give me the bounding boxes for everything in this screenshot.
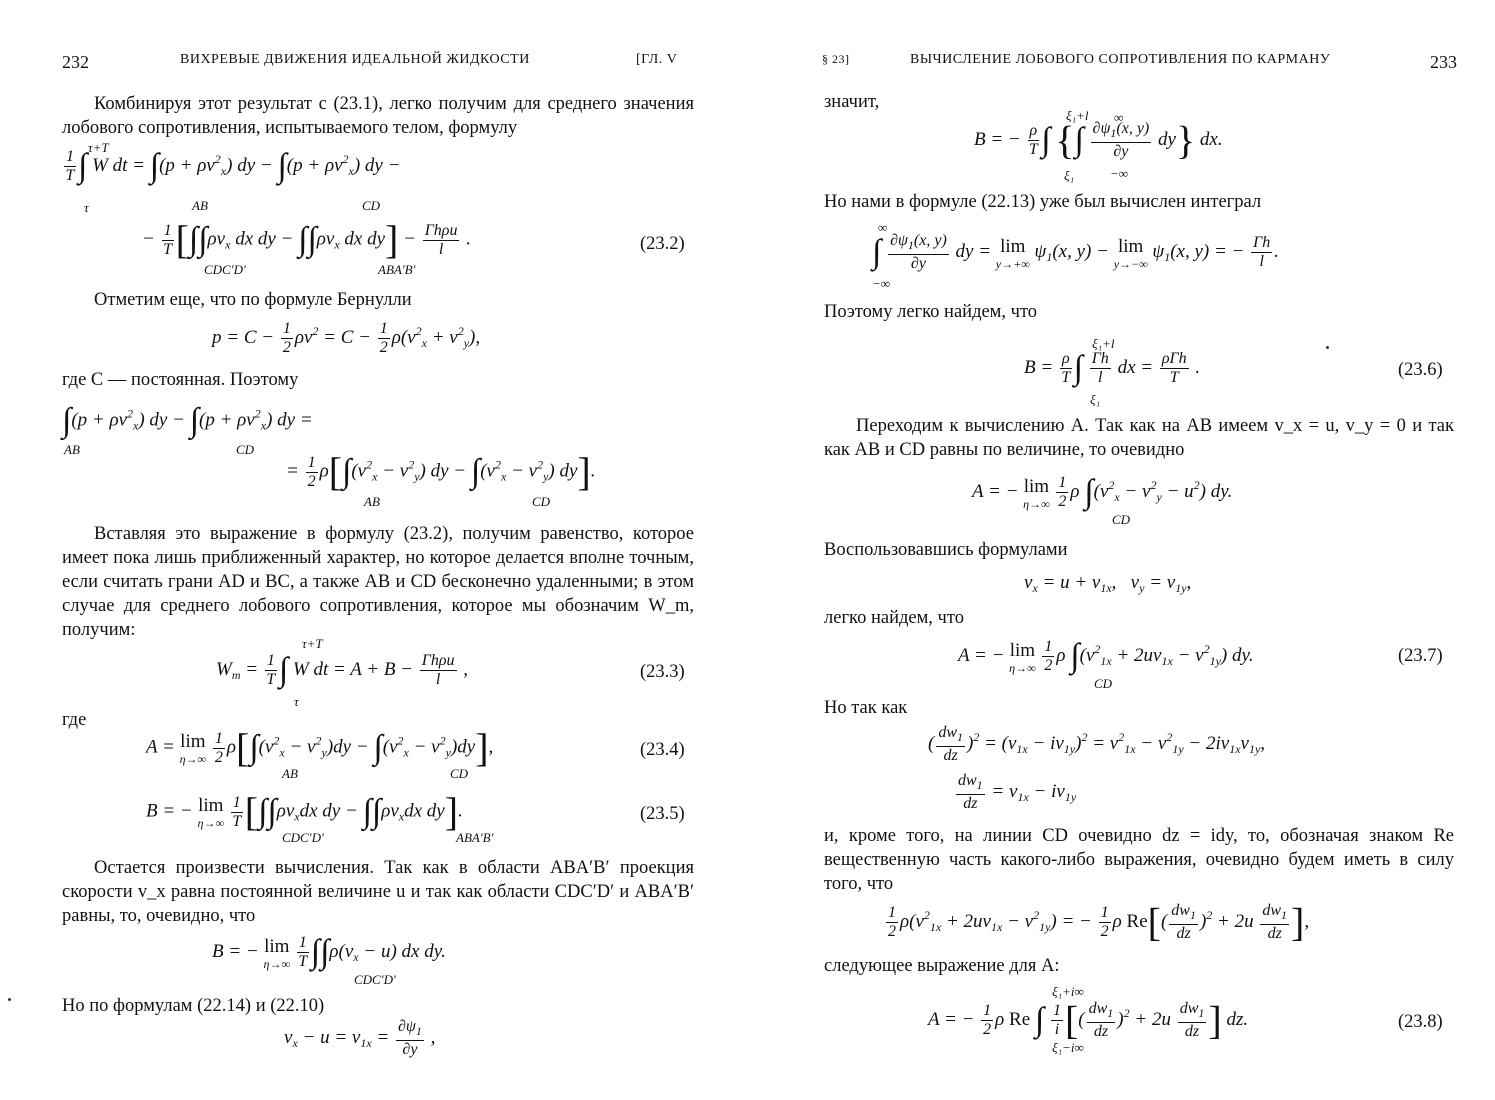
equation-number-23-4: (23.4)	[640, 740, 685, 760]
left-paragraph-2: Отметим еще, что по формуле Бернулли	[94, 290, 412, 310]
equation-velocity-perturbation: $v_x - u = v_{1x}$ = $\frac{\partial\psi_1}{\partial y}$ ,	[284, 1018, 436, 1058]
left-paragraph-5: Остается произвести вычисления. Так как в области ABA′B′ проекция скорости v_x равна постоянной величине u и так как области CDC′D′ и ABA′B′ равны, то, очевидно, что	[62, 858, 694, 926]
equation-dw: $\frac{dw_1}{dz}$ = $v_{1x} - iv_{1y}$	[958, 772, 1077, 812]
equation-number-23-6: (23.6)	[1398, 360, 1443, 380]
scan-speck	[1326, 346, 1329, 349]
right-section-label: § 23]	[822, 52, 850, 66]
right-paragraph-2: Но нами в формуле (22.13) уже был вычислен интеграл	[824, 192, 1262, 212]
equation-23-3: $W_m$ = $\frac{1}{T}$ ∫ W dt = A + B − $\frac{\text{Γhρu}}{l}$ ,	[216, 651, 469, 689]
left-paragraph-4: Вставляя это выражение в формулу (23.2), получим равенство, которое имеет пока лишь приближенный характер, но которое делается вполне точным, если считать грани AD и BC, а также AB и CD бесконечно удаленными; в этом случае для среднего лобового сопротивления, которое мы обозначим W_m, получим:	[62, 524, 694, 640]
equation-pressure-integral-2: = $\frac{1}{2}$ $\rho[\int(v^2_x - v^2_y)$ dy − $\int(v^2_x - v^2_y)$ dy].	[286, 449, 596, 494]
equation-mean-drag-1: $\frac{1}{T}$ ∫ W dt = $\int(p + \rho v^2_x)$ dy − $\int(p + \rho v^2_x)$ dy −	[65, 147, 401, 185]
right-page-number: 233	[1430, 52, 1457, 72]
equation-integral-22-13: ∫ $\frac{\partial\psi_1(x, y)}{\partial y}$ dy = lim y→+∞ $\psi_1(x$, y) − lim y→−∞ $\psi_1(x$, y) = − $\frac{\Gamma h}{l}$ .	[872, 232, 1280, 272]
equation-23-6: B = $\frac{\rho}{T}$ ∫ $\frac{\Gamma h}{l}$ dx = $\frac{\text{ρΓh}}{T}$ .	[1024, 349, 1201, 387]
equation-23-5: B = − lim η→∞ $\frac{1}{T}$ [$\int\int\rho v_xdx$ dy − $\int\int\rho v_xdx$ dy].	[146, 789, 463, 834]
right-paragraph-4: Переходим к вычислению A. Так как на AB имеем v_x = u, v_y = 0 и так как AB и CD равны по величине, то очевидно	[824, 416, 1454, 460]
equation-23-7: A = − lim η→∞ $\frac{1}{2}$ ρ $\int(v^2_{1x} + 2uv_{1x} - v^2_{1y})$ dy.	[958, 637, 1254, 675]
equation-23-8: A = − $\frac{1}{2}$ ρ Re ∫ $\frac{1}{i}$ [( $\frac{dw_1}{dz}$ )$^2$ + 2u $\frac{dw_1}{dz}$ ] dz.	[928, 997, 1249, 1043]
left-where-label: где	[62, 710, 87, 730]
equation-number-23-3: (23.3)	[640, 662, 685, 682]
equation-dw-squared: ( $\frac{dw_1}{dz}$ )$^2 = (v_{1x} - iv_{1y})^2 = v^2_{1x} - v^2_{1y} - 2iv_{1x}v_{1y}$,	[928, 724, 1266, 764]
left-paragraph-3: где C — постоянная. Поэтому	[62, 370, 299, 390]
left-page-number: 232	[62, 52, 89, 72]
equation-number-23-8: (23.8)	[1398, 1012, 1443, 1032]
right-paragraph-8: и, кроме того, на линии CD очевидно dz = idy, то, обозначая знаком Re вещественную часть какого-либо выражения, очевидно будем иметь в силу того, что	[824, 826, 1454, 894]
equation-number-23-7: (23.7)	[1398, 646, 1443, 666]
left-paragraph-6: Но по формулам (22.14) и (22.10)	[62, 996, 325, 1016]
left-running-title: ВИХРЕВЫЕ ДВИЖЕНИЯ ИДЕАЛЬНОЙ ЖИДКОСТИ	[180, 52, 530, 67]
right-page: § 23] ВЫЧИСЛЕНИЕ ЛОБОВОГО СОПРОТИВЛЕНИЯ ПО КАРМАНУ 233 значит, B = − $\frac{\rho}{T}$ ∫ {∫ $\frac{\partial\psi_1(x, y)}{\partial y}$ dy} dx. ξ₁+l ξ₁ ∞ −∞ Но нами в формуле (22.13) уже был вычислен интеграл ∫ $\frac{\partial\psi_1(x, y)}{\partial y}$ dy = lim y→+∞ $\psi_1(x$, y) − lim y→−∞ $\psi_1(x$, y) = − $\frac{\Gamma h}{l}$ . ∞ −∞ Поэтому легко найдем, что B = $\frac{\rho}{T}$ ∫ $\frac{\Gamma h}{l}$ dx = $\frac{\text{ρΓh}}{T}$ . ξ₁+l ξ₁ (23.6) Переходим к вычислению A. Так как на AB имеем v_x = u, v_y = 0 и так как AB и CD равны по величине, то очевидно A = − lim η→∞ $\frac{1}{2}$ ρ $\int(v^2_x - v^2_y - u^2)$ dy. CD Воспользовавшись формулами $v_x = u + v_{1x}$, $v_y = v_{1y}$, легко найдем, что A = − lim η→∞ $\frac{1}{2}$ ρ $\int(v^2_{1x} + 2uv_{1x} - v^2_{1y})$ dy. CD (23.7) Но так как ( $\frac{dw_1}{dz}$ )$^2 = (v_{1x} - iv_{1y})^2 = v^2_{1x} - v^2_{1y} - 2iv_{1x}v_{1y}$, $\frac{dw_1}{dz}$ = $v_{1x} - iv_{1y}$ и, кроме того, на линии CD очевидно dz = idy, то, обозначая знаком Re вещественную часть какого-либо выражения, очевидно будем иметь в силу того, что $\frac{1}{2}$ $\rho(v^2_{1x} + 2uv_{1x} - v^2_{1y})$ = − $\frac{1}{2}$ ρ Re[( $\frac{dw_1}{dz}$ )$^2$ + 2u $\frac{dw_1}{dz}$ ], следующее выражение для A: A = − $\frac{1}{2}$ ρ Re ∫ $\frac{1}{i}$ [( $\frac{dw_1}{dz}$ )$^2$ + 2u $\frac{dw_1}{dz}$ ] dz. ξ₁+i∞ ξ₁−i∞ (23.8)	[822, 52, 1457, 1055]
left-chapter-label: [ГЛ. V	[636, 52, 678, 67]
equation-pressure-integral-1: $\int(p + \rho v^2_x)$ dy − $\int(p + \rho v^2_x)$ dy =	[62, 402, 313, 439]
scan-speck	[8, 998, 11, 1001]
left-page: 232 ВИХРЕВЫЕ ДВИЖЕНИЯ ИДЕАЛЬНОЙ ЖИДКОСТИ [ГЛ. V Комбинируя этот результат с (23.1), легко получим для среднего значения лобового сопротивления, испытываемого телом, формулу $\frac{1}{T}$ ∫ W dt = $\int(p + \rho v^2_x)$ dy − $\int(p + \rho v^2_x)$ dy − τ+T τ AB CD − $\frac{1}{T}$ [$\int\int\rho v_x$ dx dy − $\int\int\rho v_x$ dx dy] − $\frac{\text{Γhρu}}{l}$ . CDC′D′ ABA′B′ (23.2) Отметим еще, что по формуле Бернулли p = C − $\frac{1}{2}$ $\rho v^2 = C$ − $\frac{1}{2}$ $\rho(v^2_x + v^2_y)$, где C — постоянная. Поэтому $\int(p + \rho v^2_x)$ dy − $\int(p + \rho v^2_x)$ dy = AB CD = $\frac{1}{2}$ $\rho[\int(v^2_x - v^2_y)$ dy − $\int(v^2_x - v^2_y)$ dy]. AB CD Вставляя это выражение в формулу (23.2), получим равенство, которое имеет пока лишь приближенный характер, но которое делается вполне точным, если считать грани AD и BC, а также AB и CD бесконечно удаленными; в этом случае для среднего лобового сопротивления, которое мы обозначим W_m, получим: $W_m$ = $\frac{1}{T}$ ∫ W dt = A + B − $\frac{\text{Γhρu}}{l}$ , τ+T τ (23.3) где A = lim η→∞ $\frac{1}{2}$ $\rho[\int(v^2_x - v^2_y)dy - \int(v^2_x - v^2_y)dy]$, AB CD (23.4) B = − lim η→∞ $\frac{1}{T}$ [$\int\int\rho v_xdx$ dy − $\int\int\rho v_xdx$ dy]. CDC′D′ ABA′B′ (23.5) Остается произвести вычисления. Так как в области ABA′B′ проекция скорости v_x равна постоянной величине u и так как области CDC′D′ и ABA′B′ равны, то, очевидно, что B = − lim η→∞ $\frac{1}{T}$ $\int\int\rho(v_x - u)$ dx dy. CDC′D′ Но по формулам (22.14) и (22.10) $v_x - u = v_{1x}$ = $\frac{\partial\psi_1}{\partial y}$ ,	[62, 52, 694, 1058]
equation-B-stream: B = − $\frac{\rho}{T}$ ∫ {∫ $\frac{\partial\psi_1(x, y)}{\partial y}$ dy} dx.	[974, 117, 1223, 163]
right-paragraph-1: значит,	[824, 92, 880, 112]
right-paragraph-3: Поэтому легко найдем, что	[824, 302, 1038, 322]
equation-real-part: $\frac{1}{2}$ $\rho(v^2_{1x} + 2uv_{1x} - v^2_{1y})$ = − $\frac{1}{2}$ ρ Re[( $\frac{dw_1}{dz}$ )$^2$ + 2u $\frac{dw_1}{dz}$ ],	[888, 899, 1310, 945]
equation-number-23-5: (23.5)	[640, 804, 685, 824]
equation-mean-drag-2: − $\frac{1}{T}$ [$\int\int\rho v_x$ dx dy − $\int\int\rho v_x$ dx dy] − $\frac{\text{Γhρu}}{l}$ .	[142, 217, 471, 262]
right-paragraph-5: Воспользовавшись формулами	[824, 540, 1068, 560]
equation-number-23-2: (23.2)	[640, 234, 685, 254]
equation-bernoulli: p = C − $\frac{1}{2}$ $\rho v^2 = C$ − $\frac{1}{2}$ $\rho(v^2_x + v^2_y)$,	[212, 320, 481, 356]
equation-velocity-components: $v_x = u + v_{1x}$, $v_y = v_{1y}$,	[1024, 572, 1192, 595]
right-running-title: ВЫЧИСЛЕНИЕ ЛОБОВОГО СОПРОТИВЛЕНИЯ ПО КАРМАНУ	[910, 52, 1331, 67]
equation-A-limit: A = − lim η→∞ $\frac{1}{2}$ ρ $\int(v^2_x - v^2_y - u^2)$ dy.	[972, 473, 1233, 511]
right-paragraph-7: Но так как	[824, 698, 908, 718]
left-paragraph-1: Комбинируя этот результат с (23.1), легко получим для среднего значения лобового сопротивления, испытываемого телом, формулу	[62, 94, 694, 138]
equation-23-4: A = lim η→∞ $\frac{1}{2}$ $\rho[\int(v^2_x - v^2_y)dy - \int(v^2_x - v^2_y)dy]$,	[146, 725, 494, 770]
equation-B-simplified: B = − lim η→∞ $\frac{1}{T}$ $\int\int\rho(v_x - u)$ dx dy.	[212, 933, 446, 971]
right-paragraph-6: легко найдем, что	[824, 608, 964, 628]
right-paragraph-9: следующее выражение для A:	[824, 956, 1060, 976]
